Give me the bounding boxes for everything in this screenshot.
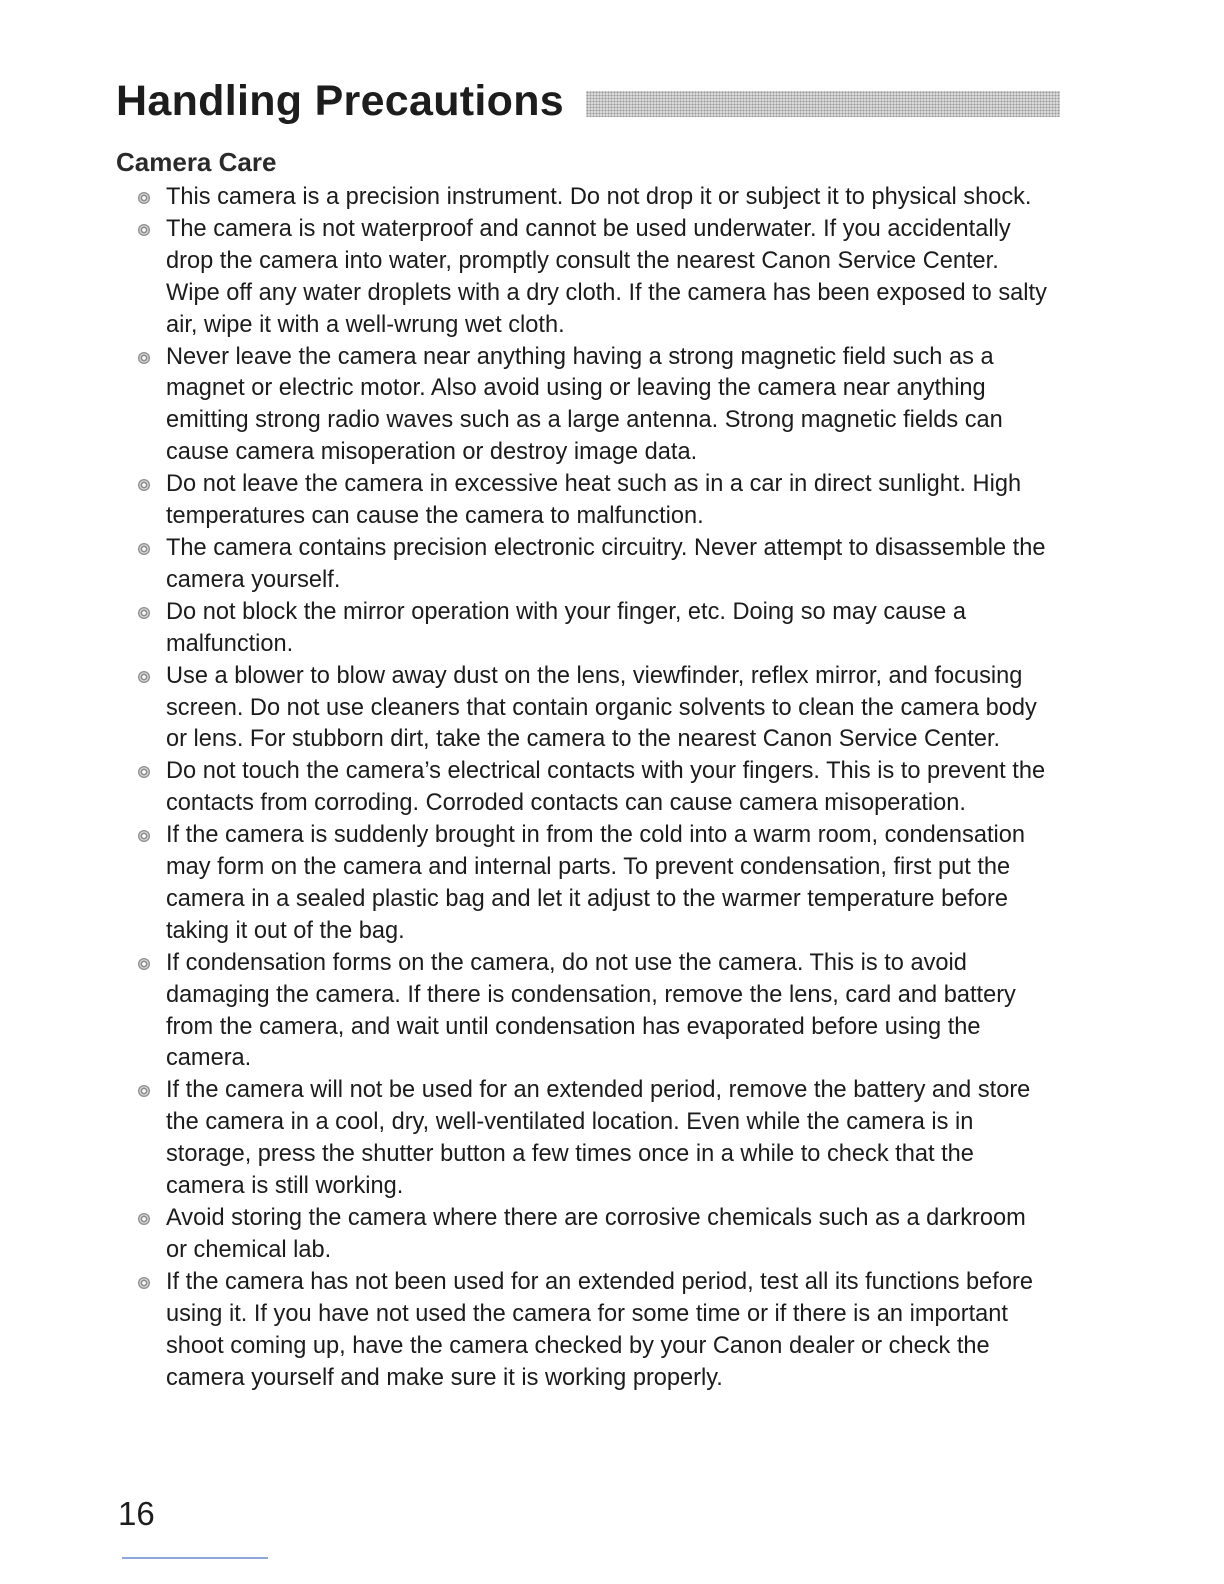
list-item-text: If condensation forms on the camera, do not use the camera. This is to avoid damaging the camera. If there is condensation, remove the lens, card and battery from the camera, and wait until condensation has evaporated before using the camera. xyxy=(166,949,1016,1072)
bullet-icon xyxy=(138,607,150,619)
list-item xyxy=(128,1267,1048,1395)
bullet-icon xyxy=(138,1213,150,1225)
list-item-text: If the camera is suddenly brought in from the cold into a warm room, condensation may form on the camera and internal parts. To prevent condensation, first put the camera in a sealed plastic bag and let it adjust to the warmer temperature before taking it out of the bag. xyxy=(166,822,1025,944)
list-item-text: If the camera has not been used for an extended period, test all its functions before using it. If you have not used the camera for some time or if there is an important shoot coming up, have the camera checked by your Canon dealer or check the camera yourself and make sure it is working properly. xyxy=(166,1268,1033,1391)
bullet-icon xyxy=(138,543,150,555)
list-item-text: Do not leave the camera in excessive heat such as in a car in direct sunlight. High temperatures can cause the camera to malfunction. xyxy=(166,471,1022,530)
precautions-list xyxy=(128,182,1048,1394)
bullet-icon xyxy=(138,479,150,491)
bullet-icon xyxy=(138,1085,150,1097)
list-item xyxy=(128,820,1048,948)
bullet-icon xyxy=(138,1277,150,1289)
bullet-icon xyxy=(138,830,150,842)
bullet-icon xyxy=(138,352,150,364)
bullet-icon xyxy=(138,671,150,683)
bullet-icon xyxy=(138,766,150,778)
list-item xyxy=(128,182,1048,214)
list-item-text: Do not block the mirror operation with your finger, etc. Doing so may cause a malfunction. xyxy=(166,598,966,657)
list-item xyxy=(128,342,1048,470)
list-item-text: The camera contains precision electronic circuitry. Never attempt to disassemble the camera yourself. xyxy=(166,534,1046,593)
list-item xyxy=(128,597,1048,661)
list-item-text: The camera is not waterproof and cannot be used underwater. If you accidentally drop the camera into water, promptly consult the nearest Canon Service Center. Wipe off any water droplets with a dry cloth. If the camera has been exposed to salty air, wipe it with a well-wrung wet cloth. xyxy=(166,215,1047,338)
section-heading: Camera Care xyxy=(116,147,277,177)
bullet-icon xyxy=(138,192,150,204)
list-item-text: Avoid storing the camera where there are corrosive chemicals such as a darkroom or chemical lab. xyxy=(166,1205,1026,1263)
list-item xyxy=(128,1075,1048,1203)
list-item-text: Do not touch the camera’s electrical contacts with your fingers. This is to prevent the contacts from corroding. Corroded contacts can cause camera misoperation. xyxy=(166,758,1046,817)
list-item xyxy=(128,214,1048,342)
list-item-text: If the camera will not be used for an extended period, remove the battery and store the camera in a cool, dry, well-ventilated location. Even while the camera is in storage, press the shutter button a few times once in a while to check that the camera is still working. xyxy=(166,1077,1031,1200)
list-item-text: This camera is a precision instrument. Do not drop it or subject it to physical shock. xyxy=(166,184,1032,210)
footer-rule xyxy=(122,1557,268,1559)
list-item xyxy=(128,1203,1048,1267)
list-item xyxy=(128,661,1048,757)
page-header xyxy=(116,70,1060,132)
title-decoration-bar xyxy=(586,91,1060,117)
list-item-text: Use a blower to blow away dust on the lens, viewfinder, reflex mirror, and focusing screen. Do not use cleaners that contain organic solvents to clean the camera body or lens. For stubborn dirt, take the camera to the nearest Canon Service Center. xyxy=(166,662,1037,753)
page-title: Handling Precautions xyxy=(116,76,565,125)
list-item xyxy=(128,533,1048,597)
page-number: 16 xyxy=(118,1495,155,1532)
list-item-text: Never leave the camera near anything having a strong magnetic field such as a magnet or electric motor. Also avoid using or leaving the camera near anything emitting strong radio waves such as a large antenna. Strong magnetic fields can cause camera misoperation or destroy image data. xyxy=(166,343,1003,466)
bullet-icon xyxy=(138,958,150,970)
bullet-icon xyxy=(138,224,150,236)
list-item xyxy=(128,469,1048,533)
list-item xyxy=(128,948,1048,1076)
list-item xyxy=(128,756,1048,820)
